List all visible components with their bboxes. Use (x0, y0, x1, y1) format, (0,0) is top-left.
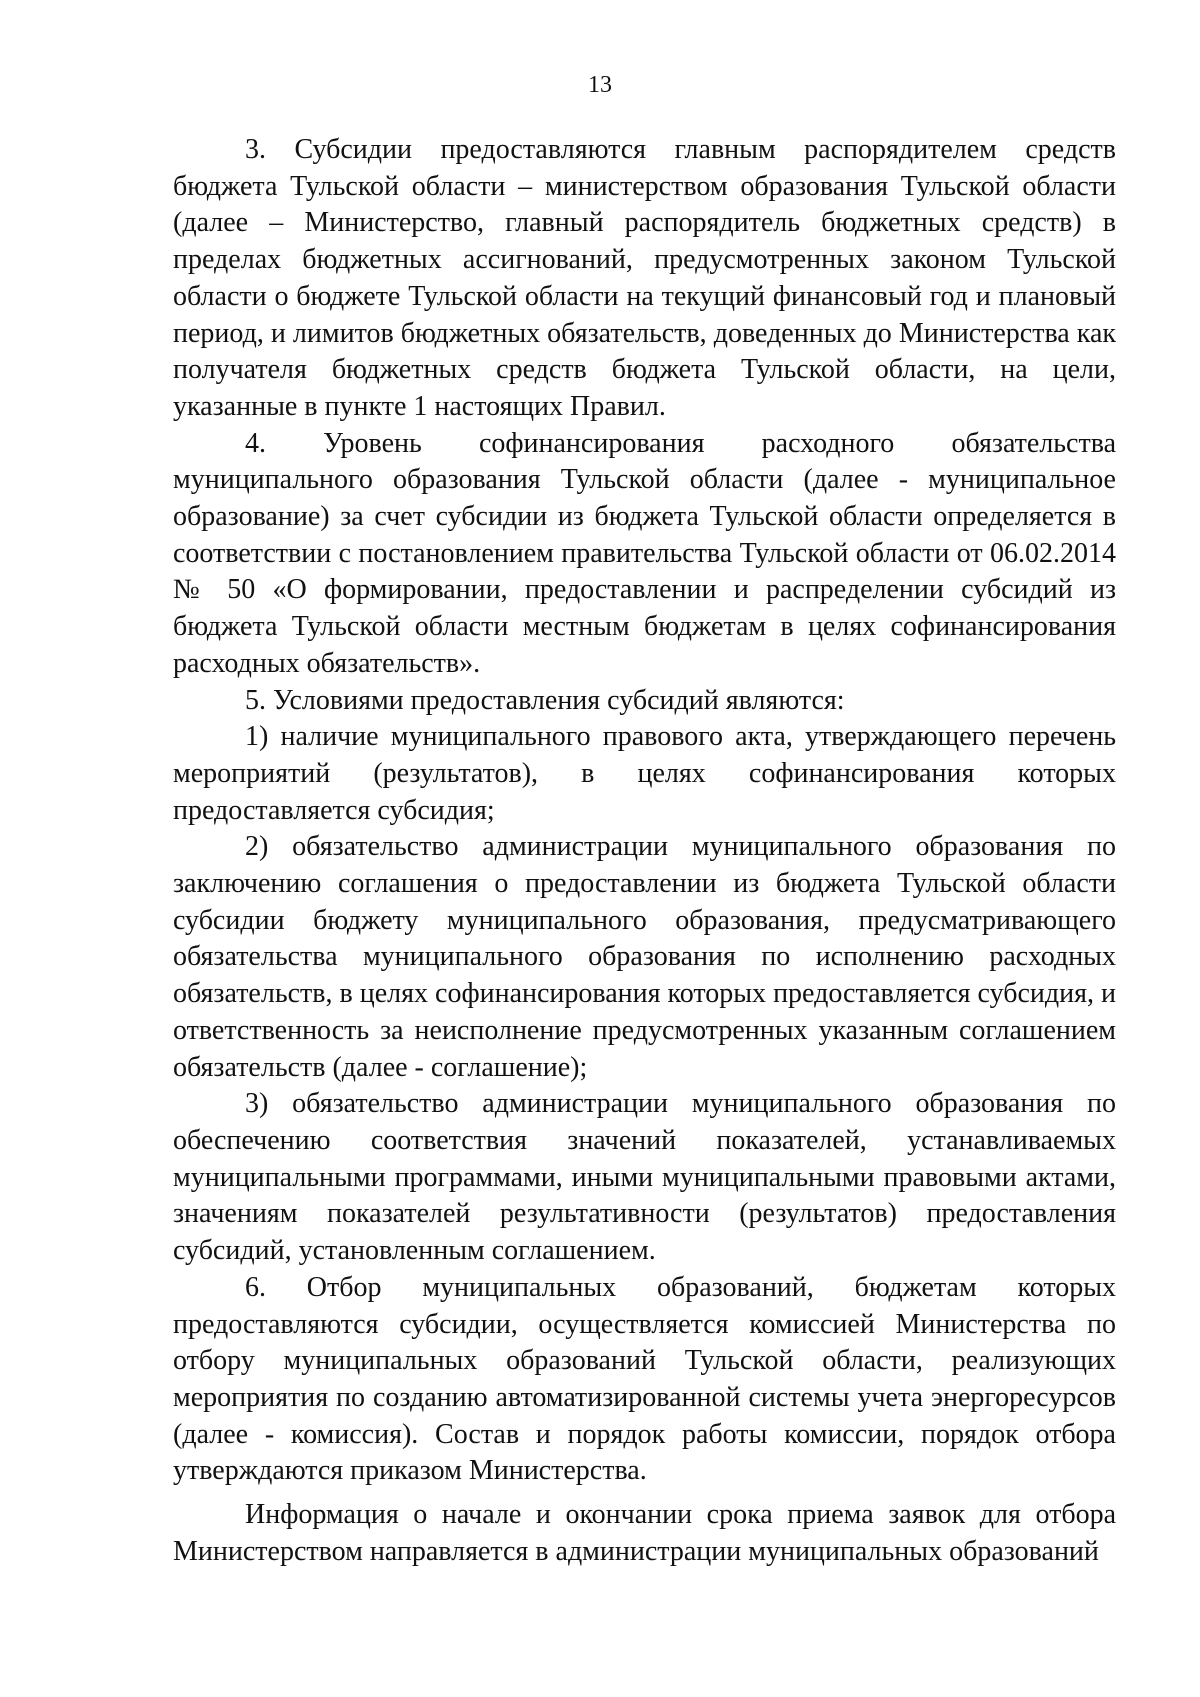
condition-item-3: 3) обязательство администрации муниципального образования по обеспечению соответствия значений показателей, устанавливаемых муниципальными программами, иными муниципальными правовыми актами, значениям показателей результативности (результатов) предоставления субсидий, установленным соглашением. (173, 1088, 1116, 1267)
condition-item-1: 1) наличие муниципального правового акта, утверждающего перечень мероприятий (результатов), в целях софинансирования которых предоставляется субсидия; (173, 721, 1116, 826)
condition-item-2: 2) обязательство администрации муниципального образования по заключению соглашения о предоставлении из бюджета Тульской области субсидии бюджету муниципального образования, предусматривающего обязательства муниципального образования по исполнению расходных обязательств, в целях софинансирования которых предоставляется субсидия, и ответственность за неисполнение предусмотренных указанным соглашением обязательств (далее - соглашение); (173, 831, 1116, 1083)
paragraph-3-subsidies: 3. Субсидии предоставляются главным распорядителем средств бюджета Тульской области – министерством образования Тульской области (далее – Министерство, главный распорядитель бюджетных средств) в пределах бюджетных ассигнований, предусмотренных законом Тульской области о бюджете Тульской области на текущий финансовый год и плановый период, и лимитов бюджетных обязательств, доведенных до Министерства как получателя бюджетных средств бюджета Тульской области, на цели, указанные в пункте 1 настоящих Правил. (173, 134, 1116, 422)
paragraph-5-conditions: 5. Условиями предоставления субсидий являются: (245, 684, 845, 716)
paragraph-6-selection: 6. Отбор муниципальных образований, бюджетам которых предоставляются субсидии, осуществляется комиссией Министерства по отбору муниципальных образований Тульской области, реализующих мероприятия по созданию автоматизированной системы учета энергоресурсов (далее - комиссия). Состав и порядок работы комиссии, порядок отбора утверждаются приказом Министерства. (173, 1271, 1116, 1487)
paragraph-4-cofinancing-level: 4. Уровень софинансирования расходного обязательства муниципального образования Тульской области (далее - муниципальное образование) за счет субсидии из бюджета Тульской области определяется в соответствии с постановлением правительства Тульской области от 06.02.2014 № 50 «О формировании, предоставлении и распределении субсидий из бюджета Тульской области местным бюджетам в целях софинансирования расходных обязательств». (173, 427, 1116, 679)
page-number: 13 (588, 72, 612, 98)
paragraph-application-info: Информация о начале и окончании срока приема заявок для отбора Министерством направляется в администрации муниципальных образований (173, 1499, 1116, 1567)
document-body (173, 132, 1116, 1570)
